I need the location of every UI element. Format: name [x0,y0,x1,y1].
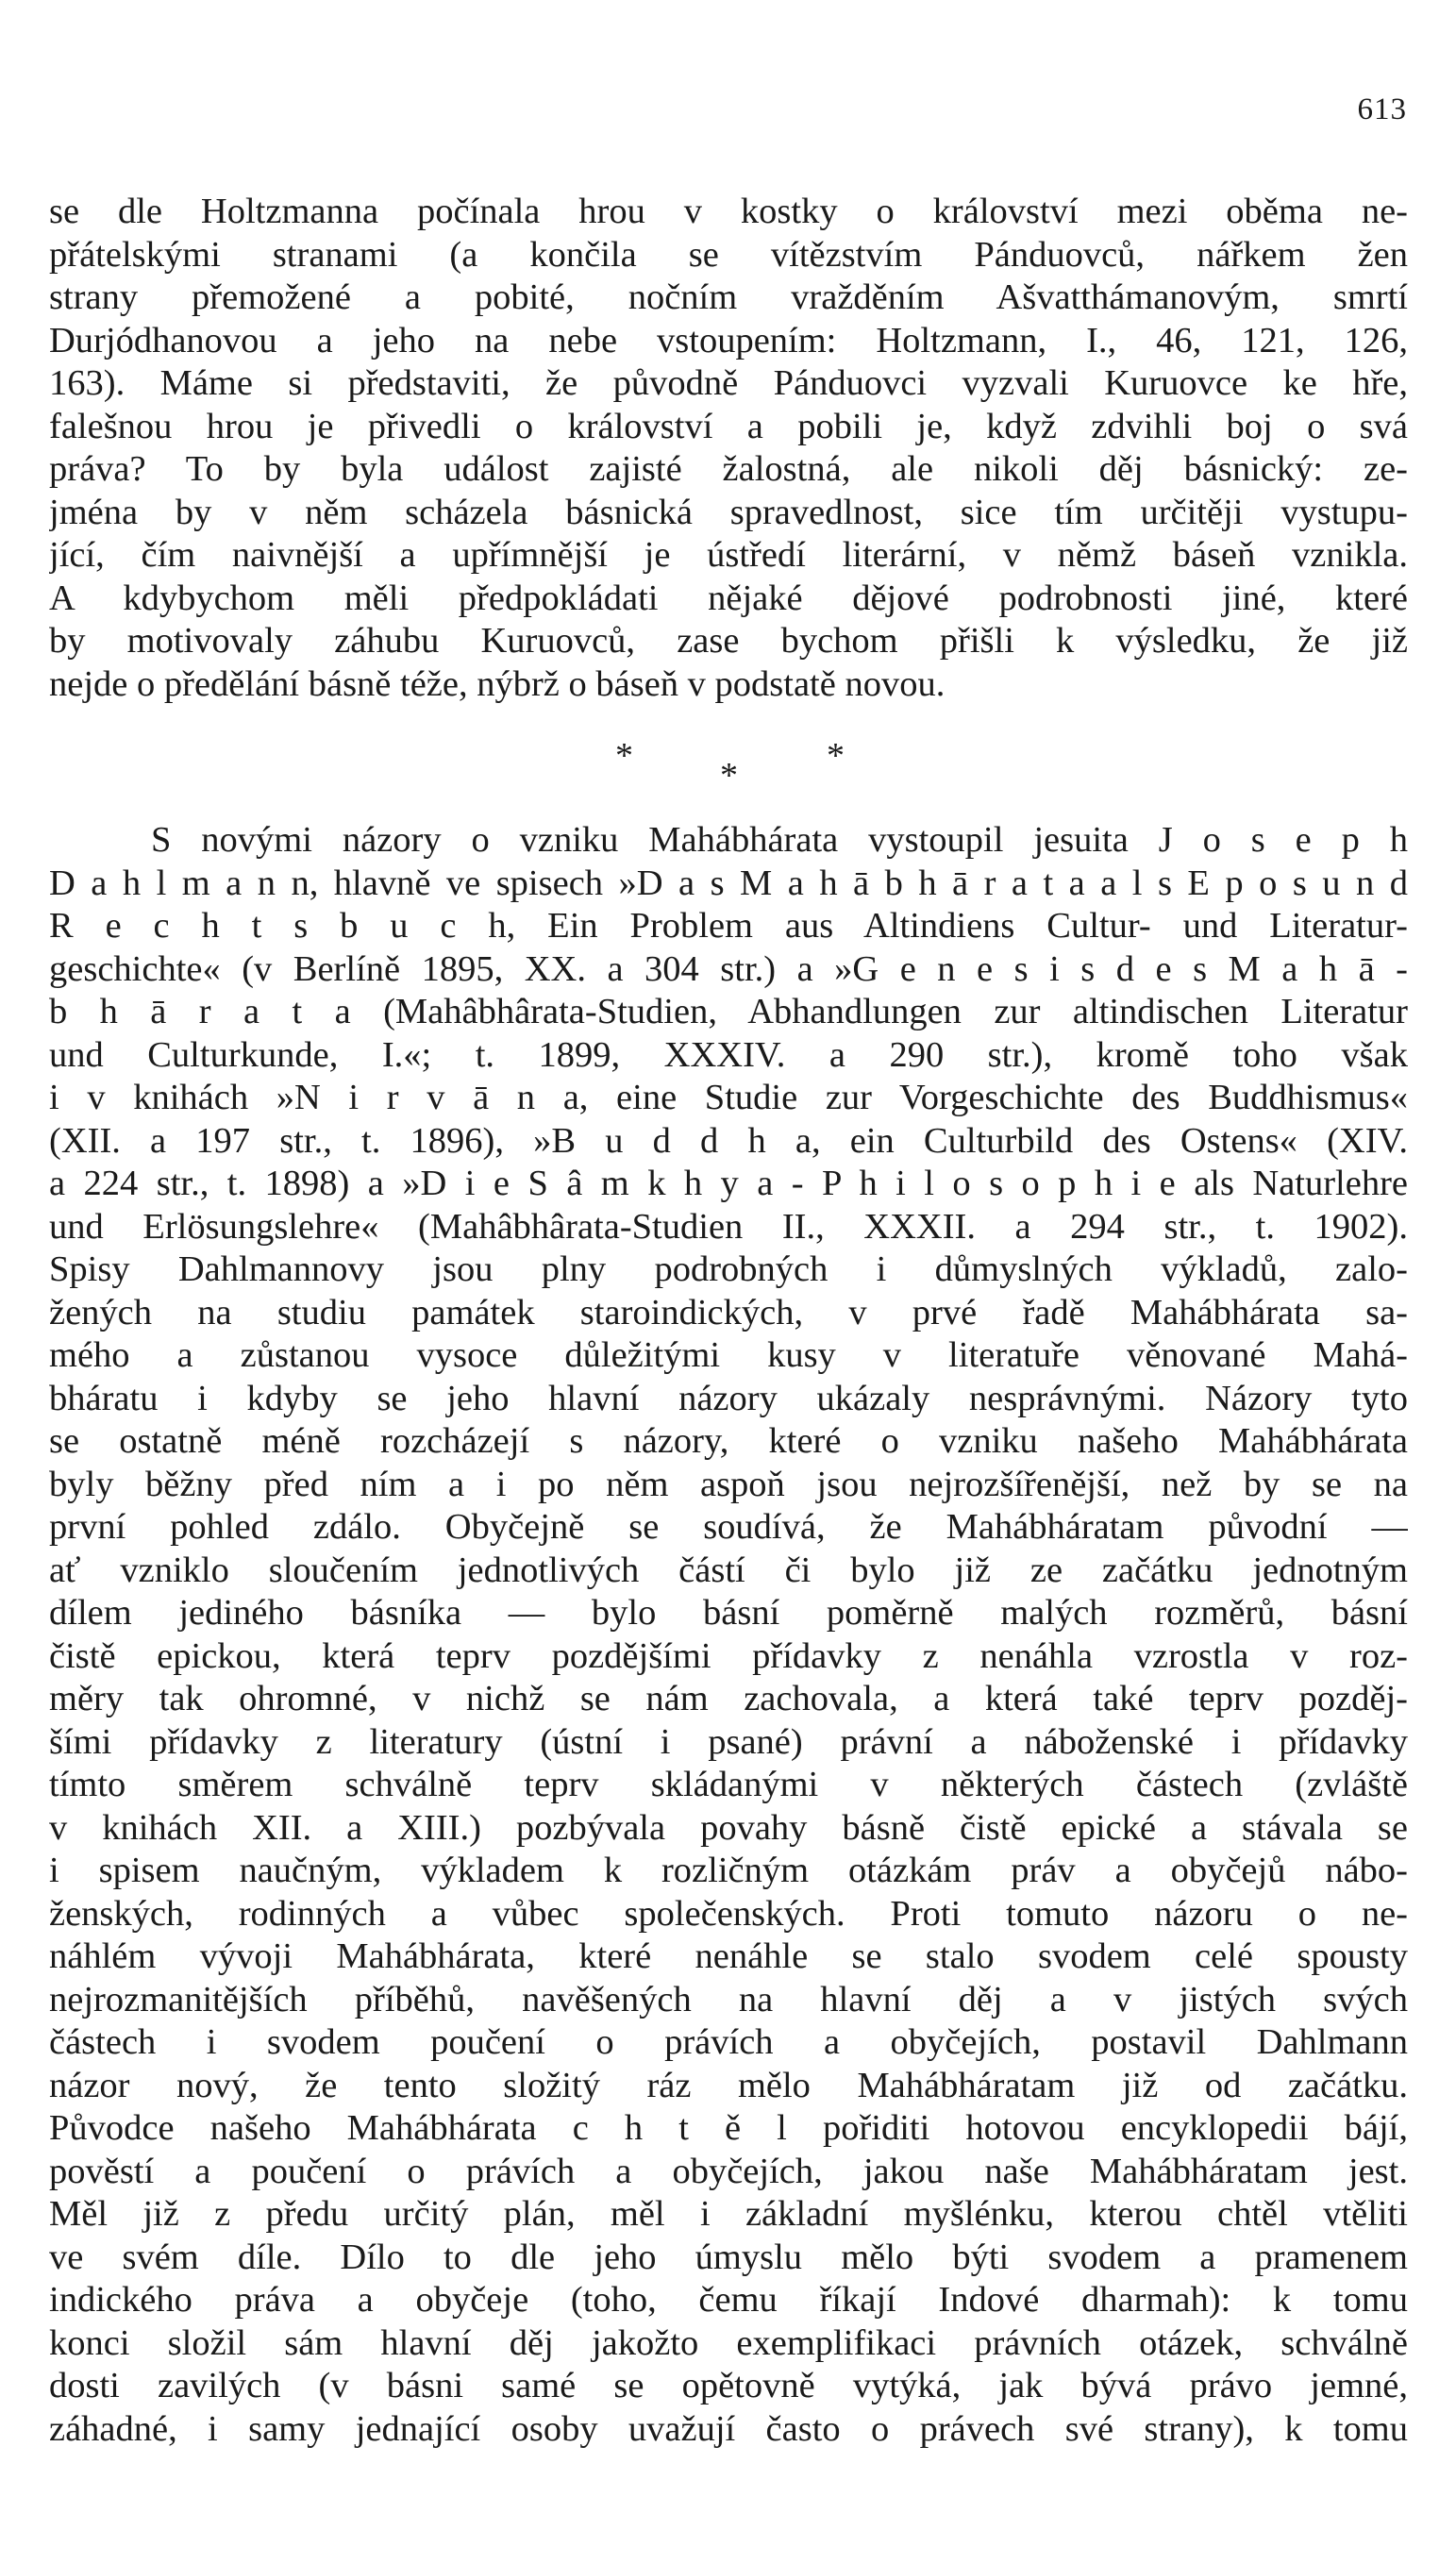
text-line: falešnou hrou je přivedli o království a pobili je, když zdvihli boj o svá [49,406,1408,446]
text-line: v knihách XII. a XIII.) pozbývala povahy básně čistě epické a stávala se [49,1807,1408,1848]
text-line: konci složil sám hlavní děj jakožto exemplifikaci právních otázek, schválně [49,2322,1408,2363]
text-line: und Erlösungslehre« (Mahâbhârata-Studien II., XXXII. a 294 str., t. 1902). [49,1206,1408,1247]
text-line: geschichte« (v Berlíně 1895, XX. a 304 str.) a »G e n e s i s d e s M a h ā - [49,948,1408,989]
text-line: strany přemožené a pobité, nočním vražděním Ašvatthámanovým, smrtí [49,277,1408,317]
text-line: bháratu i kdyby se jeho hlavní názory ukázaly nesprávnými. Názory tyto [49,1378,1408,1418]
text-line: Původce našeho Mahábhárata c h t ě l pořiditi hotovou encyklopedii bájí, [49,2108,1408,2148]
section-separator [0,738,1456,795]
text-line: náhlém vývoji Mahábhárata, které nenáhle se stalo svodem celé spousty [49,1936,1408,1976]
text-line: první pohled zdálo. Obyčejně se soudívá, že Mahábháratam původní — [49,1507,1408,1547]
asterisk-right: * [827,736,845,776]
text-line: i spisem naučným, výkladem k rozličným otázkám práv a obyčejů nábo- [49,1851,1408,1890]
text-line: D a h l m a n n, hlavně ve spisech »D a s M a h ā b h ā r a t a a l s E p o s u n d [49,863,1408,903]
asterisk-left: * [615,736,633,776]
text-line: pověstí a poučení o právích a obyčejích, jakou naše Mahábháratam jest. [49,2151,1408,2191]
text-line: se dle Holtzmanna počínala hrou v kostky o království mezi oběma ne- [49,192,1408,231]
text-line: 163). Máme si představiti, že původně Pánduovci vyzvali Kuruovce ke hře, [49,363,1408,403]
text-line: částech i svodem poučení o právích a obyčejích, postavil Dahlmann [49,2022,1408,2062]
text-line: tímto směrem schválně teprv skládanými v některých částech (zvláště [49,1765,1408,1804]
text-line: by motivovaly záhubu Kuruovců, zase bychom přišli k výsledku, že již [49,621,1408,661]
text-line: mého a zůstanou vysoce důležitými kusy v literatuře věnované Mahá- [49,1335,1408,1375]
text-line: und Culturkunde, I.«; t. 1899, XXXIV. a 290 str.), kromě toho však [49,1034,1408,1075]
text-line: ať vzniklo sloučením jednotlivých částí či bylo již ze začátku jednotným [49,1550,1408,1590]
text-line: přátelskými stranami (a končila se vítězstvím Pánduovců, nářkem žen [49,234,1408,275]
text-line: měry tak ohromné, v nichž se nám zachovala, a která také teprv pozděj- [49,1679,1408,1718]
paragraph-holtzmann-continuation [49,191,1408,706]
text-line: b h ā r a t a (Mahâbhârata-Studien, Abhandlungen zur altindischen Literatur [49,992,1408,1031]
text-line: Měl již z předu určitý plán, měl i základní myšlénku, kterou chtěl vtěliti [49,2194,1408,2234]
text-line: ve svém díle. Dílo to dle jeho úmyslu mělo býti svodem a pramenem [49,2237,1408,2277]
text-line: ženských, rodinných a vůbec společenských. Proti tomuto názoru o ne- [49,1893,1408,1934]
text-line: S novými názory o vzniku Mahábhárata vystoupil jesuita J o s e p h [151,820,1408,860]
text-line: názor nový, že tento složitý ráz mělo Mahábháratam již od začátku. [49,2065,1408,2105]
text-line: jména by v něm scházela básnická spravedlnost, sice tím určitěji vystupu- [49,492,1408,532]
page-number: 613 [1357,92,1407,126]
text-line: šími přídavky z literatury (ústní i psané) právní a náboženské i přídavky [49,1721,1408,1762]
text-line: záhadné, i samy jednající osoby uvažují často o právech své strany), k tomu [49,2408,1408,2449]
paragraph-dahlmann [49,819,1408,2451]
text-line: nejde o předělání básně téže, nýbrž o báseň v podstatě novou. [49,663,946,704]
text-line: A kdybychom měli předpokládati nějaké dějové podrobnosti jiné, které [49,578,1408,618]
text-line: Spisy Dahlmannovy jsou plny podrobných i důmyslných výkladů, zalo- [49,1249,1408,1289]
text-line: žených na studiu památek staroindických, v prvé řadě Mahábhárata sa- [49,1292,1408,1332]
text-line: nejrozmanitějších příběhů, navěšených na hlavní děj a v jistých svých [49,1979,1408,2019]
text-line: dosti zavilých (v básni samé se opětovně vytýká, jak bývá právo jemné, [49,2366,1408,2405]
text-line: byly běžny před ním a i po něm aspoň jsou nejrozšířenější, než by se na [49,1464,1408,1504]
text-line: se ostatně méně rozcházejí s názory, které o vzniku našeho Mahábhárata [49,1421,1408,1461]
text-line: R e c h t s b u c h, Ein Problem aus Altindiens Cultur- und Literatur- [49,906,1408,946]
text-line: čistě epickou, která teprv pozdějšími přídavky z nenáhla vzrostla v roz- [49,1635,1408,1676]
asterisk-middle: * [720,756,738,796]
text-line: indického práva a obyčeje (toho, čemu říkají Indové dharmah): k tomu [49,2280,1408,2320]
text-line: (XII. a 197 str., t. 1896), »B u d d h a, ein Culturbild des Ostens« (XIV. [49,1120,1408,1161]
text-line: jící, čím naivnější a upřímnější je ústředí literární, v němž báseň vznikla. [49,535,1408,575]
text-line: práva? To by byla událost zajisté žalostná, ale nikoli děj básnický: ze- [49,449,1408,489]
text-line: dílem jediného básníka — bylo básní poměrně malých rozměrů, básní [49,1593,1408,1633]
text-line: Durjódhanovou a jeho na nebe vstoupením: Holtzmann, I., 46, 121, 126, [49,320,1408,360]
text-line: a 224 str., t. 1898) a »D i e S â m k h y a - P h i l o s o p h i e als Naturlehre [49,1164,1408,1203]
text-line: i v knihách »N i r v ā n a, eine Studie zur Vorgeschichte des Buddhismus« [49,1078,1408,1117]
